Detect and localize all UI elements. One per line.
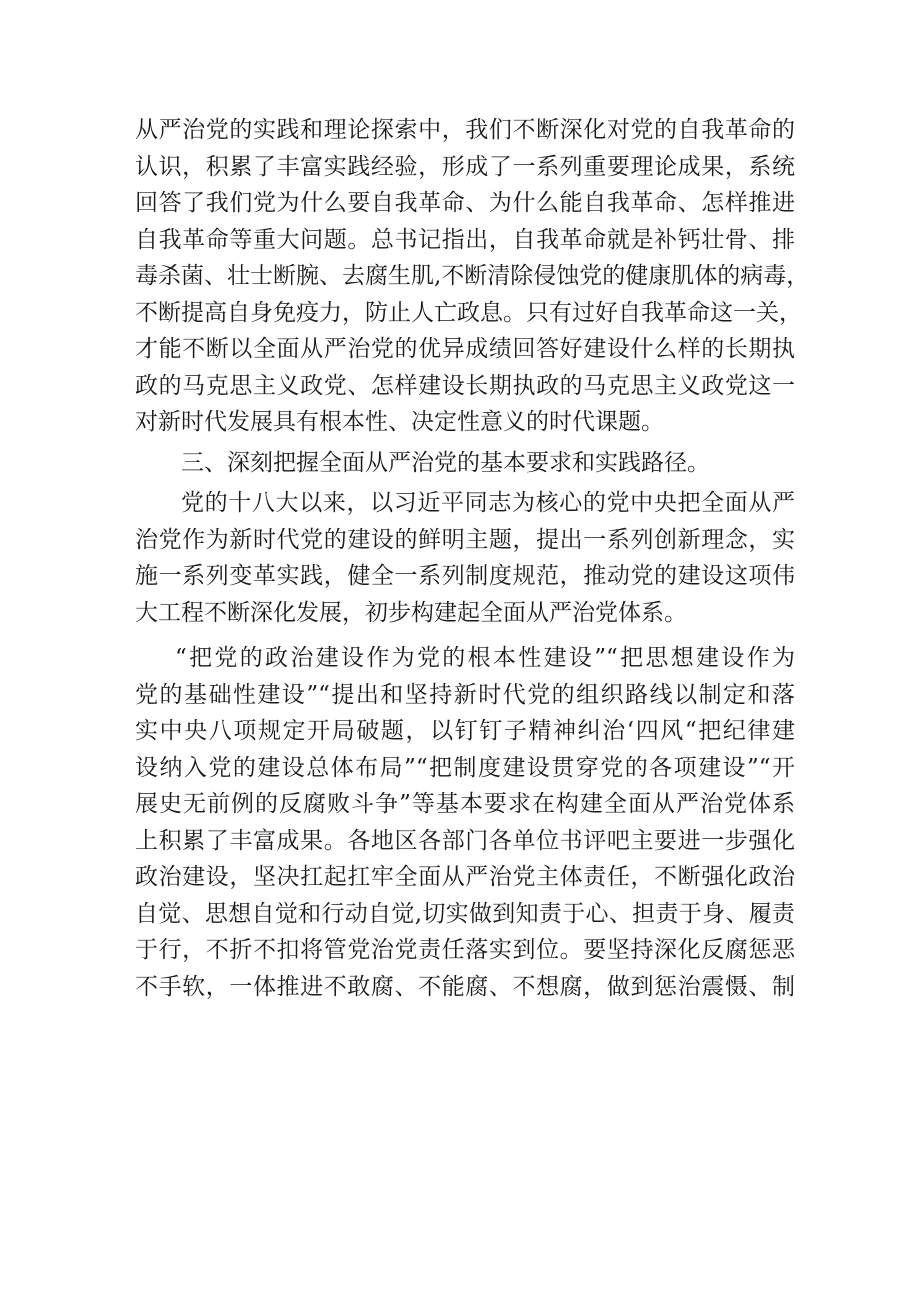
text-line: 政的马克思主义政党、怎样建设长期执政的马克思主义政党这一 [135,372,795,399]
document-body [135,112,810,1005]
text-line: 施一系列变革实践，健全一系列制度规范，推动党的建设这项伟 [135,563,795,589]
text-line: 毒杀菌、壮士断腕、去腐生肌,不断清除侵蚀党的健康肌体的病毒， [135,263,810,289]
text-line: 于行，不折不扣将管党治党责任落实到位。要坚持深化反腐惩恶 [135,937,795,963]
text-line: 对新时代发展具有根本性、决定性意义的时代课题。 [135,409,664,435]
text-line: 回答了我们党为什么要自我革命、为什么能自我革命、怎样推进 [135,190,795,216]
section-heading-block [135,445,795,482]
section-heading: 三、深刻把握全面从严治党的基本要求和实践路径。 [181,449,710,476]
text-line: “把党的政治建设作为党的根本性建设”“把思想建设作为 [175,645,795,671]
text-line: 自我革命等重大问题。总书记指出，自我革命就是补钙壮骨、排 [135,226,795,253]
text-line: 治党作为新时代党的建设的鲜明主题，提出一系列创新理念，实 [135,526,795,553]
text-line: 设纳入党的建设总体布局”“把制度建设贯穿党的各项建设”“开 [135,754,795,781]
text-line: 认识，积累了丰富实践经验，形成了一系列重要理论成果，系统 [135,153,795,180]
text-line: 政治建设，坚决扛起扛牢全面从严治党主体责任，不断强化政治 [135,864,795,890]
text-line: 从严治党的实践和理论探索中，我们不断深化对党的自我革命的 [135,117,795,143]
text-line: 展史无前例的反腐败斗争”等基本要求在构建全面从严治党体系 [135,791,795,817]
text-line: 上积累了丰富成果。各地区各部门各单位书评吧主要进一步强化 [135,827,795,854]
text-line: 实中央八项规定开局破题，以钉钉子精神纠治‘四风“把纪律建 [135,718,795,744]
paragraph-3 [135,640,795,1005]
text-line: 不断提高自身免疫力，防止人亡政息。只有过好自我革命这一关， [135,299,802,326]
text-line: 党的十八大以来，以习近平同志为核心的党中央把全面从严 [181,490,795,516]
text-line: 大工程不断深化发展，初步构建起全面从严治党体系。 [135,599,687,626]
paragraph-continuation [135,112,810,441]
text-line: 不手软，一体推进不敢腐、不能腐、不想腐，做到惩治震慑、制 [135,973,795,1000]
text-line: 才能不断以全面从严治党的优异成绩回答好建设什么样的长期执 [135,336,795,362]
text-line: 党的基础性建设”“提出和坚持新时代党的组织路线以制定和落 [135,681,795,708]
paragraph-2 [135,485,795,631]
text-line: 自觉、思想自觉和行动自觉,切实做到知责于心、担责于身、履责 [135,900,795,927]
